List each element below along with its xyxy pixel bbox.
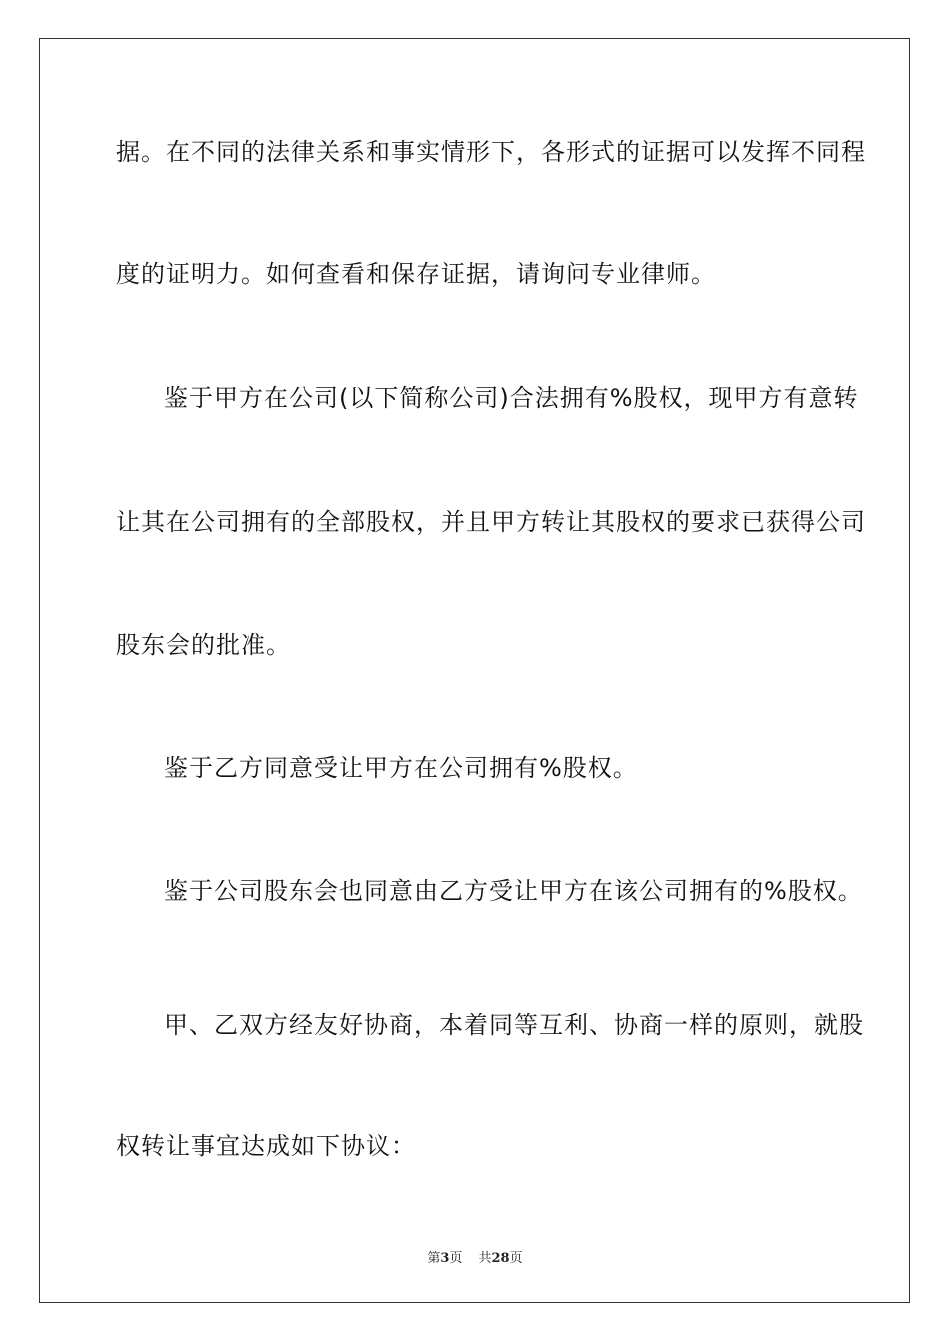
text-line-9: 权转让事宜达成如下协议： — [116, 1132, 416, 1160]
text-line-8: 甲、乙双方经友好协商，本着同等互利、协商一样的原则，就股 — [164, 1011, 864, 1039]
text-line-5: 股东会的批准。 — [116, 631, 291, 659]
total-pages: 28 — [491, 1251, 510, 1266]
text-line-6: 鉴于乙方同意受让甲方在公司拥有%股权。 — [164, 754, 638, 782]
text-line-4: 让其在公司拥有的全部股权，并且甲方转让其股权的要求已获得公司 — [116, 508, 866, 536]
total-suffix: 页 — [509, 1251, 523, 1266]
text-line-1: 据。在不同的法律关系和事实情形下，各形式的证据可以发挥不同程 — [116, 138, 866, 166]
page-frame — [39, 38, 910, 1303]
text-line-7: 鉴于公司股东会也同意由乙方受让甲方在该公司拥有的%股权。 — [164, 877, 863, 905]
page-prefix: 第 — [427, 1251, 441, 1266]
text-line-3: 鉴于甲方在公司(以下简称公司)合法拥有%股权，现甲方有意转 — [164, 384, 859, 412]
page-suffix: 页 — [449, 1251, 463, 1266]
page-number: 3 — [440, 1251, 450, 1266]
page-footer — [0, 1247, 950, 1266]
total-prefix: 共 — [478, 1251, 492, 1266]
text-line-2: 度的证明力。如何查看和保存证据，请询问专业律师。 — [116, 260, 716, 288]
